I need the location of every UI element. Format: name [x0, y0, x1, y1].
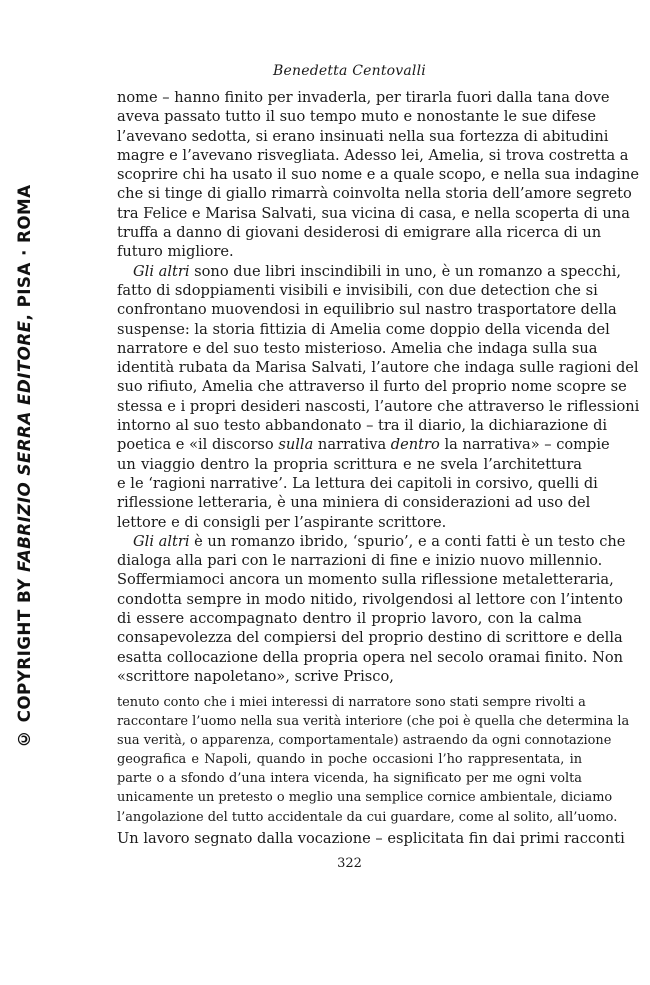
text-line: fatto di sdoppiamenti visibili e invisibili, con due detection che si	[117, 281, 598, 299]
text-line: Un lavoro segnato dalla vocazione – esplicitata fin dai primi racconti	[117, 830, 625, 847]
text-line: intorno al suo testo abbandonato – tra il diario, la dichiarazione di	[117, 417, 608, 435]
quote-line: l’angolazione del tutto accidentale da cui guardare, come al solito, all’uomo.	[117, 809, 618, 825]
text-line	[117, 532, 626, 551]
text-line	[117, 262, 621, 281]
copyright-prefix: © COPYRIGHT BY	[14, 571, 34, 749]
copyright-publisher: FABRIZIO SERRA EDITORE	[14, 320, 34, 572]
text-segment: sono due libri inscindibili in uno, è un romanzo a specchi,	[189, 262, 621, 280]
text-segment: la narrativa» – compie	[439, 436, 610, 454]
text-line: lettore e di consigli per l’aspirante scrittore.	[117, 513, 447, 531]
text-line: che si tinge di giallo rimarrà coinvolta nella storia dell’amore segreto	[117, 185, 632, 203]
quote-line: parte o a sfondo d’una intera vicenda, ha significato per me ogni volta	[117, 771, 582, 787]
quote-line: tenuto conto che i miei interessi di narratore sono stati sempre rivolti a	[117, 695, 586, 710]
copyright-suffix: , PISA · ROMA	[14, 184, 34, 321]
text-line: dialoga alla pari con le narrazioni di fine e inizio nuovo millennio.	[117, 552, 603, 570]
copyright-notice	[14, 174, 42, 759]
text-line: riflessione letteraria, è una miniera di considerazioni ad uso del	[117, 494, 591, 512]
quote-line: sua verità, o apparenza, comportamentale) astraendo da ogni connotazione	[117, 733, 612, 749]
quote-line: unicamente un pretesto o meglio una semplice cornice ambientale, diciamo	[117, 790, 613, 806]
text-line: stessa e i propri desideri nascosti, l’autore che attraverso le riflessioni	[117, 397, 640, 415]
book-title: Gli altri	[133, 532, 190, 550]
text-line: scoprire chi ha usato il suo nome e a quale scopo, e nella sua indagine	[117, 166, 639, 184]
quote-line: raccontare l’uomo nella sua verità interiore (che poi è quella che determina la	[117, 714, 630, 730]
text-line: «scrittore napoletano», scrive Prisco,	[117, 667, 394, 685]
text-line: nome – hanno finito per invaderla, per tirarla fuori dalla tana dove	[117, 89, 610, 106]
page-number: 322	[337, 856, 362, 871]
text-line: suspense: la storia fittizia di Amelia come doppio della vicenda del	[117, 320, 610, 338]
text-segment: poetica e «il discorso	[117, 436, 279, 454]
text-line: magre e l’avevano risvegliata. Adesso lei, Amelia, si trova costretta a	[117, 146, 629, 164]
book-title: Gli altri	[133, 262, 190, 280]
text-line: un viaggio dentro la propria scrittura e ne svela l’architettura	[117, 455, 582, 473]
text-line: consapevolezza del compiersi del proprio destino di scrittore e della	[117, 629, 623, 647]
text-line: esatta collocazione della propria opera nel secolo oramai finito. Non	[117, 648, 624, 666]
text-line	[117, 435, 610, 454]
body-text	[117, 88, 640, 686]
body-text-continued	[117, 829, 625, 848]
text-line: tra Felice e Marisa Salvati, sua vicina di casa, e nella scoperta di una	[117, 204, 630, 222]
text-line: e le ‘ragioni narrative’. La lettura dei capitoli in corsivo, quelli di	[117, 474, 598, 492]
text-segment: è un romanzo ibrido, ‘spurio’, e a conti fatti è un testo che	[189, 532, 626, 550]
emphasis: dentro	[390, 436, 440, 454]
text-segment: narrativa	[313, 436, 391, 454]
text-line: suo rifiuto, Amelia che attraverso il furto del proprio nome scopre se	[117, 378, 627, 396]
text-line: Soffermiamoci ancora un momento sulla riflessione metaletteraria,	[117, 571, 614, 589]
quote-line: geografica e Napoli, quando in poche occasioni l’ho rappresentata, in	[117, 752, 582, 768]
text-line: narratore e del suo testo misterioso. Amelia che indaga sulla sua	[117, 339, 598, 357]
text-line: aveva passato tutto il suo tempo muto e nonostante le sue difese	[117, 108, 597, 126]
text-line: truffa a danno di giovani desiderosi di emigrare alla ricerca di un	[117, 224, 602, 242]
text-line: condotta sempre in modo nitido, rivolgendosi al lettore con l’intento	[117, 590, 623, 608]
text-line: futuro migliore.	[117, 243, 234, 261]
text-line: identità rubata da Marisa Salvati, l’autore che indaga sulle ragioni del	[117, 359, 639, 377]
text-line: confrontano muovendosi in equilibrio sul nastro trasportatore della	[117, 301, 617, 319]
text-line: l’avevano sedotta, si erano insinuati nella sua fortezza di abitudini	[117, 127, 609, 145]
emphasis: sulla	[278, 436, 314, 454]
block-quote	[117, 693, 630, 827]
running-head: Benedetta Centovalli	[273, 63, 426, 79]
text-line: di essere accompagnato dentro il proprio lavoro, con la calma	[117, 610, 582, 628]
